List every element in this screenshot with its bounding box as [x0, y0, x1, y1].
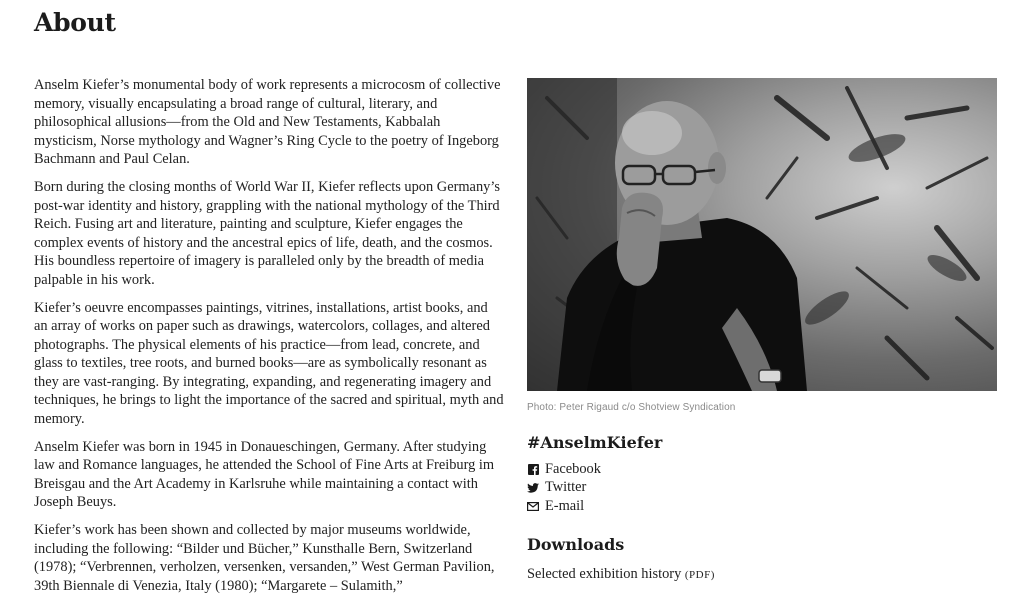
- share-twitter-link[interactable]: [527, 479, 997, 498]
- photo-credit: Photo: Peter Rigaud c/o Shotview Syndication: [527, 402, 736, 413]
- social-links: [527, 460, 997, 516]
- page-title: About: [34, 8, 116, 37]
- twitter-label[interactable]: Twitter: [545, 479, 587, 496]
- email-label[interactable]: E-mail: [545, 497, 585, 514]
- bio-paragraph: Anselm Kiefer’s monumental body of work represents a microcosm of collective memory, visually encapsulating a broad range of cultural, literary, and philosophical allusions—from the Old and New Testaments, Kabbalah mysticism, Norse mythology and Wagner’s Ring Cycle to the poetry of Ingeborg Bachmann and Paul Celan.: [34, 77, 501, 167]
- downloads-heading: Downloads: [527, 534, 625, 554]
- share-facebook-link[interactable]: [527, 460, 997, 479]
- artist-portrait-photo: [527, 78, 997, 391]
- biography-text: [34, 76, 504, 605]
- bio-paragraph: Born during the closing months of World War II, Kiefer reflects upon Germany’s post-war identity and history, grappling with the national mythology of the Third Reich. Fusing art and literature, painting and sculpture, Kiefer engages the complex events of history and the ancestral epics of life, death, and the cosmos. His boundless repertoire of imagery is paralleled only by the breadth of media palpable in his work.: [34, 179, 500, 288]
- sidebar: [527, 78, 997, 583]
- mail-icon: [527, 500, 539, 512]
- download-label[interactable]: Selected exhibition history: [527, 565, 682, 582]
- bio-paragraph: Anselm Kiefer was born in 1945 in Donaueschingen, Germany. After studying law and Romance languages, he attended the School of Fine Arts at Freiburg im Breisgau and the Art Academy in Karlsruhe while maintaining a contact with Joseph Beuys.: [34, 438, 495, 510]
- bio-paragraph: Kiefer’s work has been shown and collected by major museums worldwide, including the following: “Bilder und Bücher,” Kunsthalle Bern, Switzerland (1978); “Verbrennen, verholzen, versenken, versanden,” West German Pavilion, 39th Biennale di Venezia, Italy (1980); “Margarete – Sulamith,”: [34, 522, 495, 594]
- twitter-icon: [527, 482, 539, 494]
- hashtag-heading: #AnselmKiefer: [527, 433, 663, 452]
- pdf-badge[interactable]: (PDF): [684, 568, 715, 581]
- bio-paragraph: Kiefer’s oeuvre encompasses paintings, vitrines, installations, artist books, and an array of works on paper such as drawings, watercolors, collages, and altered photographs. The physical elements of his practice—from lead, concrete, and glass to textiles, tree roots, and burned books—are as symbolically resonant as they are vast-ranging. By integrating, expanding, and regenerating imagery and techniques, he brings to light the importance of the sacred and spiritual, myth and memory.: [34, 299, 504, 427]
- share-email-link[interactable]: [527, 497, 997, 516]
- exhibition-history-download-link[interactable]: [527, 566, 997, 583]
- facebook-label[interactable]: Facebook: [545, 460, 601, 477]
- facebook-icon: [527, 463, 539, 475]
